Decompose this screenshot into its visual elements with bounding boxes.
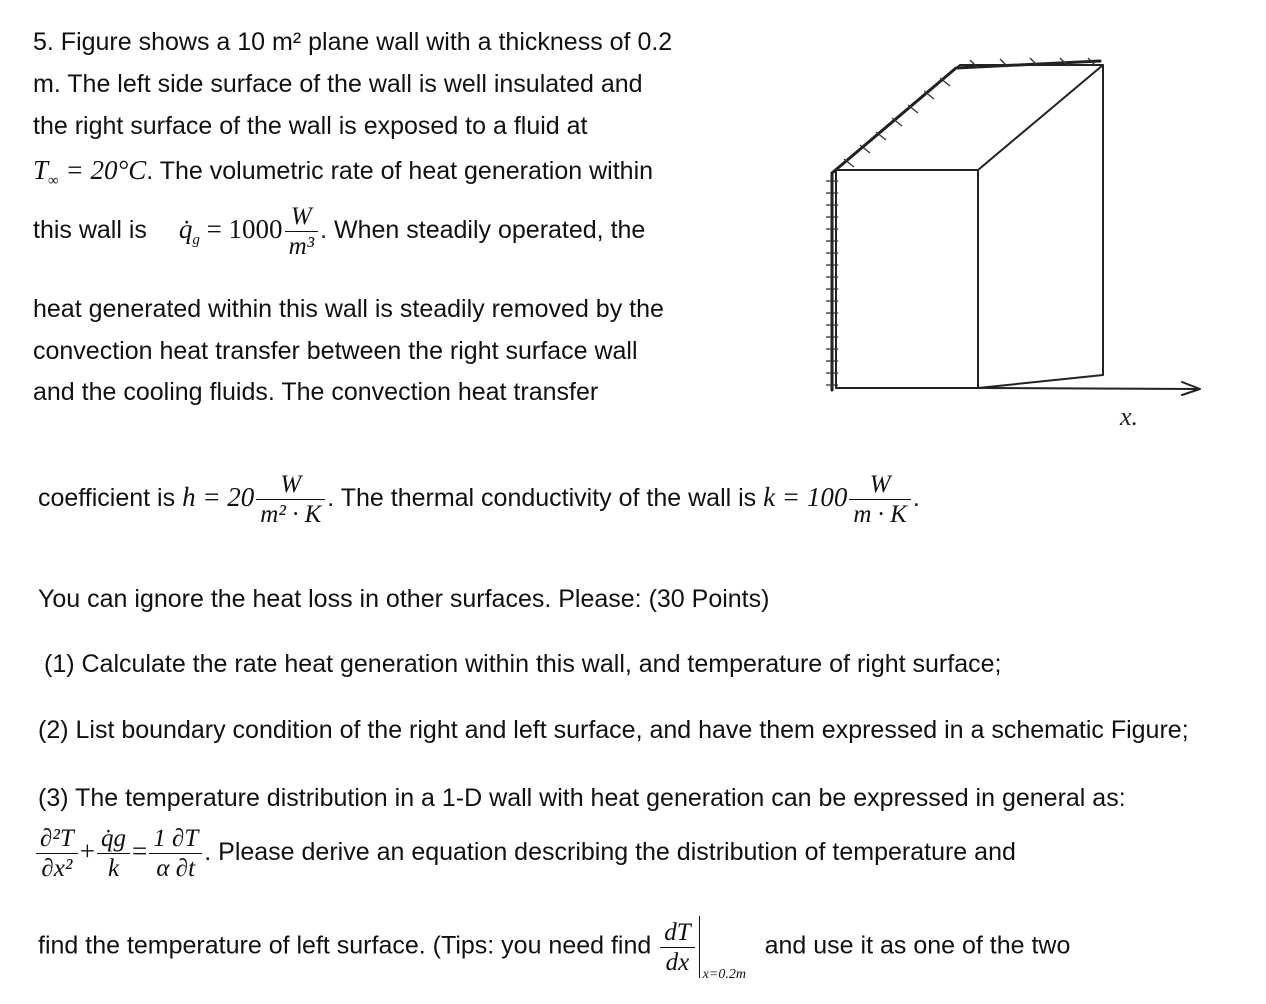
qg-numerator: q̇g	[97, 826, 130, 854]
wall-top-face	[836, 65, 1103, 170]
problem-line-5	[33, 204, 645, 259]
question-1: (1) Calculate the rate heat generation within this wall, and temperature of right surface;	[44, 650, 1002, 678]
infinity-subscript: ∞	[48, 173, 59, 189]
equals-sign: =	[132, 836, 148, 867]
problem-line-7: convection heat transfer between the right surface wall	[33, 337, 638, 365]
last-line-pre: find the temperature of left surface. (Tips: you need find	[38, 931, 652, 960]
t-infinity-symbol: T	[33, 155, 49, 185]
qg-symbol: q̇	[178, 214, 193, 245]
insulation-top-edge	[832, 61, 1100, 173]
wall-right-face	[978, 65, 1103, 388]
question-3: (3) The temperature distribution in a 1-D wall with heat generation can be expressed in general as:	[38, 784, 1126, 812]
problem-line-2: m. The left side surface of the wall is well insulated and	[33, 70, 643, 98]
problem-line-4-text: . The volumetric rate of heat generation within	[146, 157, 654, 185]
wall-front-face	[836, 170, 978, 388]
qg-unit-fraction	[285, 204, 319, 259]
conductivity-text: . The thermal conductivity of the wall is	[327, 484, 757, 513]
h-unit-numerator: W	[256, 472, 325, 500]
d2t-dx2-fraction	[36, 826, 78, 881]
alpha-dt-denominator: α ∂t	[156, 855, 196, 882]
x-axis-label: x.	[1120, 402, 1139, 431]
qg-subscript: g	[192, 232, 200, 249]
question-2: (2) List boundary condition of the right and left surface, and have them expressed in a schematic Figure;	[38, 716, 1189, 744]
h-expression: h = 20	[182, 482, 255, 513]
x-axis-line	[978, 388, 1198, 389]
heat-equation-line	[34, 826, 1016, 881]
qg-value: = 1000	[199, 214, 283, 245]
derive-equation-text: . Please derive an equation describing the distribution of temperature and	[204, 838, 1016, 867]
k-unit-numerator: W	[849, 472, 910, 500]
dx2-denominator: ∂x²	[41, 855, 73, 882]
dt-dx-numerator: dT	[660, 920, 694, 948]
ignore-heat-loss-line: You can ignore the heat loss in other surfaces. Please: (30 Points)	[38, 585, 770, 613]
evaluation-point: x=0.2m	[702, 967, 746, 982]
problem-line-4	[33, 157, 653, 189]
problem-line-5-pre: this wall is	[33, 216, 147, 245]
qg-unit-numerator: W	[285, 204, 319, 232]
t-infinity-value: = 20°C	[58, 155, 147, 185]
k-expression: k = 100	[763, 482, 848, 513]
problem-line-3: the right surface of the wall is exposed to a fluid at	[33, 112, 588, 140]
problem-line-8: and the cooling fluids. The convection heat transfer	[33, 378, 599, 406]
d2t-numerator: ∂²T	[36, 826, 78, 854]
h-unit-denominator: m² · K	[260, 501, 322, 528]
problem-line-5-post: . When steadily operated, the	[320, 216, 646, 245]
coefficient-end: .	[912, 484, 920, 513]
coefficient-pre: coefficient is	[38, 484, 176, 513]
coefficient-line	[38, 472, 920, 527]
dt-over-alpha-fraction	[149, 826, 202, 881]
k-unit-denominator: m · K	[853, 501, 907, 528]
evaluation-bar	[695, 916, 746, 982]
last-line	[38, 916, 1071, 982]
dt-dx-fraction	[660, 920, 694, 975]
qg-unit-denominator: m³	[288, 233, 315, 260]
dt-dx-denominator: dx	[665, 948, 690, 976]
dt-numerator: 1 ∂T	[149, 826, 202, 854]
h-unit-fraction	[256, 472, 325, 527]
k-unit-fraction	[849, 472, 910, 527]
qg-over-k-fraction	[97, 826, 130, 881]
wall-figure	[820, 55, 1220, 440]
last-line-post: and use it as one of the two	[764, 931, 1071, 960]
plus-sign: +	[79, 836, 95, 867]
problem-line-1: 5. Figure shows a 10 m² plane wall with a thickness of 0.2	[33, 28, 673, 56]
problem-line-6: heat generated within this wall is steadily removed by the	[33, 295, 664, 323]
k-denominator: k	[107, 855, 120, 882]
